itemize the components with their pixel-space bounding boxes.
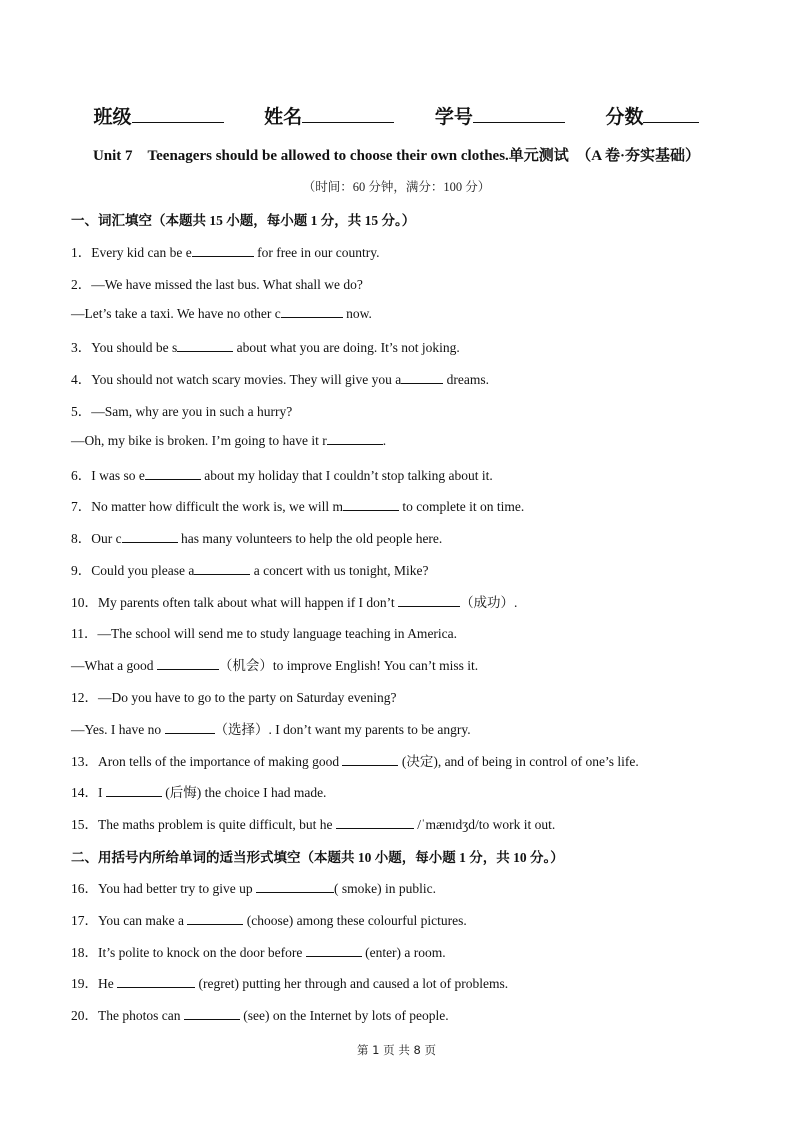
question-line: [71, 909, 467, 929]
question-text: —Let’s take a taxi. We have no other c: [71, 306, 281, 321]
question-line: [71, 877, 436, 897]
question-text: —What a good: [71, 658, 157, 673]
question-line: [71, 686, 396, 706]
class-label: 班级: [93, 106, 132, 128]
answer-blank[interactable]: [281, 305, 343, 318]
question-text-after: (see) on the Internet by lots of people.: [239, 1008, 449, 1023]
question-line: [71, 495, 524, 515]
question-line: [71, 336, 460, 356]
question-text: 5．—Sam, why are you in such a hurry?: [71, 404, 293, 419]
question-text-after: (enter) a room.: [361, 945, 446, 960]
question-text-after: /ˈmænɪdʒd/to work it out.: [413, 817, 556, 832]
question-line: [71, 972, 508, 992]
question-text: —Oh, my bike is broken. I’m going to have it r: [71, 433, 327, 448]
question-text-after: (后悔) the choice I had made.: [161, 785, 327, 800]
question-text-after: about what you are doing. It’s not joking.: [233, 340, 460, 355]
question-text: 8．Our c: [71, 531, 122, 546]
test-title: Unit 7 Teenagers should be allowed to choose their own clothes.单元测试 （A 卷·夯实基础）: [92, 148, 701, 164]
answer-blank[interactable]: [401, 371, 443, 384]
answer-blank[interactable]: [342, 753, 398, 766]
question-text-after: (choose) among these colourful pictures.: [243, 913, 467, 928]
answer-blank[interactable]: [184, 1007, 240, 1020]
question-text-after: ( smoke) in public.: [334, 881, 436, 896]
question-text-after: (regret) putting her through and caused a lot of problems.: [195, 976, 509, 991]
question-line: [71, 305, 372, 322]
question-line: [71, 1004, 449, 1024]
class-field[interactable]: [94, 102, 224, 129]
question-text-after: about my holiday that I couldn’t stop talking about it.: [200, 468, 493, 483]
question-line: [71, 241, 380, 261]
question-text: 17．You can make a: [71, 913, 188, 928]
question-line: [71, 781, 326, 801]
question-text: 6．I was so e: [71, 468, 145, 483]
question-text-after: to complete it on time.: [398, 499, 525, 514]
name-label: 姓名: [264, 106, 303, 128]
question-line: [71, 273, 363, 293]
question-text: 3．You should be s: [71, 340, 178, 355]
class-blank-line[interactable]: [132, 102, 224, 123]
question-text: 18．It’s polite to knock on the door before: [71, 945, 306, 960]
answer-blank[interactable]: [177, 339, 233, 352]
student-number-label: 学号: [434, 106, 473, 128]
question-line: [71, 591, 517, 611]
question-line: [71, 464, 493, 484]
question-text: —Yes. I have no: [71, 722, 165, 737]
test-subtitle: （时间：60 分钟，满分：100 分）: [302, 180, 491, 194]
question-text-after: (决定), and of being in control of one’s life.: [398, 754, 639, 769]
question-line: [71, 527, 442, 547]
answer-blank[interactable]: [306, 944, 362, 957]
question-text: 11．—The school will send me to study language teaching in America.: [71, 626, 458, 641]
section-title-word-forms: 二、用括号内所给单词的适当形式填空（本题共 10 小题，每小题 1 分，共 10 分。）: [71, 850, 564, 865]
answer-blank[interactable]: [327, 432, 383, 445]
student-number-blank-line[interactable]: [473, 102, 565, 123]
question-text: 16．You had better try to give up: [71, 881, 256, 896]
answer-blank[interactable]: [343, 498, 399, 511]
student-info-header: [0, 102, 793, 129]
answer-blank[interactable]: [157, 657, 219, 670]
question-text-after: now.: [342, 306, 372, 321]
question-line: [71, 622, 457, 642]
question-text-after: （机会）to improve English! You can’t miss it.: [218, 658, 479, 673]
question-line: [71, 941, 446, 961]
question-text: 4．You should not watch scary movies. They will give you a: [71, 372, 402, 387]
question-line: [71, 654, 478, 674]
question-text-after: has many volunteers to help the old people here.: [177, 531, 443, 546]
name-field[interactable]: [264, 102, 394, 129]
name-blank-line[interactable]: [302, 102, 394, 123]
section-title-vocabulary: 一、词汇填空（本题共 15 小题，每小题 1 分，共 15 分。）: [71, 213, 416, 228]
question-text: 14．I: [71, 785, 106, 800]
question-text-after: a concert with us tonight, Mike?: [250, 563, 429, 578]
question-text: 19．He: [71, 976, 118, 991]
question-text-after: for free in our country.: [253, 245, 380, 260]
answer-blank[interactable]: [194, 562, 250, 575]
answer-blank[interactable]: [192, 244, 254, 257]
question-text: 10．My parents often talk about what will happen if I don’t: [71, 595, 399, 610]
answer-blank[interactable]: [106, 784, 162, 797]
page-footer: 第 1 页 共 8 页: [357, 1043, 436, 1057]
question-text-after: （选择）. I don’t want my parents to be angry.: [214, 722, 471, 737]
score-blank-line[interactable]: [643, 102, 699, 123]
question-text: 2．—We have missed the last bus. What shall we do?: [71, 277, 363, 292]
student-number-field[interactable]: [435, 102, 565, 129]
question-line: [71, 559, 428, 579]
question-line: [71, 718, 471, 738]
question-text: 1．Every kid can be e: [71, 245, 192, 260]
answer-blank[interactable]: [122, 530, 178, 543]
score-field[interactable]: [605, 102, 699, 129]
question-text: 12．—Do you have to go to the party on Saturday evening?: [71, 690, 397, 705]
question-line: [71, 813, 555, 833]
question-line: [71, 750, 639, 770]
question-line: [71, 368, 489, 388]
question-text: 13．Aron tells of the importance of making good: [71, 754, 343, 769]
answer-blank[interactable]: [256, 880, 334, 893]
score-label: 分数: [605, 106, 644, 128]
question-text-after: .: [382, 433, 387, 448]
question-text: 15．The maths problem is quite difficult, but he: [71, 817, 336, 832]
question-line: [71, 400, 292, 420]
answer-blank[interactable]: [117, 975, 195, 988]
question-text: 7．No matter how difficult the work is, we will m: [71, 499, 343, 514]
answer-blank[interactable]: [336, 816, 414, 829]
question-text: 20．The photos can: [71, 1008, 184, 1023]
question-text: 9．Could you please a: [71, 563, 195, 578]
answer-blank[interactable]: [145, 467, 201, 480]
question-text-after: dreams.: [443, 372, 489, 387]
question-line: [71, 432, 386, 449]
answer-blank[interactable]: [398, 594, 460, 607]
answer-blank[interactable]: [165, 721, 215, 734]
question-text-after: （成功）.: [460, 595, 518, 610]
answer-blank[interactable]: [187, 912, 243, 925]
